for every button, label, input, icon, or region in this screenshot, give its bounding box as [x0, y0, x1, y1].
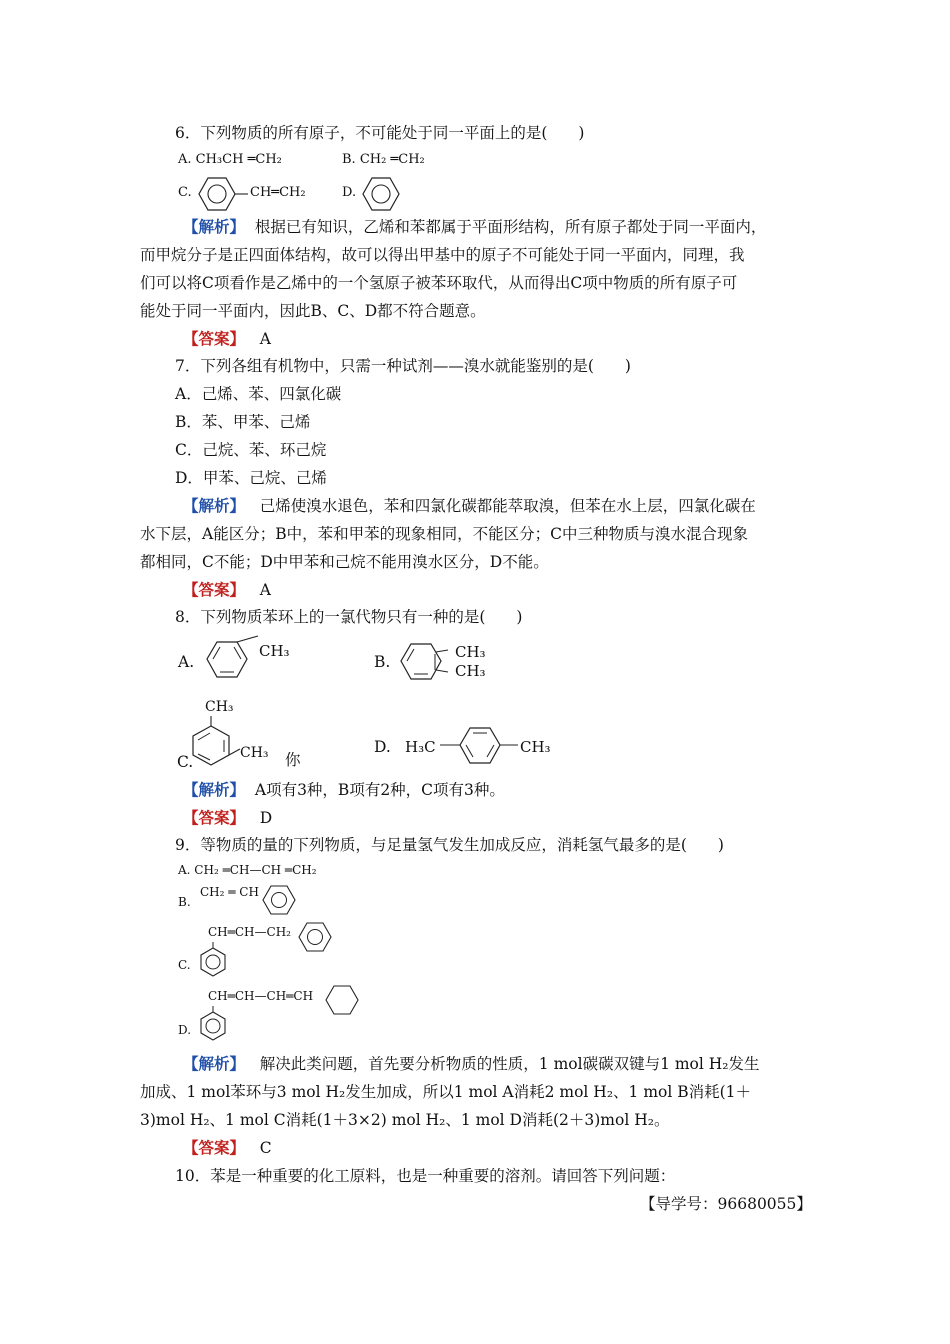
answer-value: C — [259, 1139, 272, 1157]
q9-option-c-group: CH═CH—CH₂ — [208, 925, 291, 939]
q9-analysis-line-2: 加成、1 mol苯环与3 mol H₂发生加成，所以1 mol A消耗2 mol H₂、1 mol B消耗(1＋ — [140, 1083, 752, 1101]
q8-benzene-ring-a — [206, 640, 256, 680]
q10-stem: 10．苯是一种重要的化工原料，也是一种重要的溶剂。请回答下列问题： — [175, 1167, 676, 1185]
answer-value: A — [259, 581, 271, 599]
q8-option-a-label: A. — [178, 653, 195, 671]
q6-option-c-label: C. — [178, 185, 192, 200]
q6-benzene-ring-c — [198, 176, 238, 212]
q7-answer — [183, 580, 271, 600]
q9-benzene-ring-c-right — [298, 921, 338, 953]
q7-option-c: C．己烷、苯、环己烷 — [175, 441, 327, 459]
answer-tag: 【答案】 — [183, 1138, 246, 1157]
q9-analysis-line-3: 3)mol H₂、1 mol C消耗(1＋3×2) mol H₂、1 mol D消耗(2＋3)mol H₂。 — [140, 1111, 670, 1129]
q8-option-b-label: B. — [374, 653, 391, 671]
q9-analysis-line-1: 【解析】 解决此类问题，首先要分析物质的性质，1 mol碳碳双键与1 mol H₂发生 — [183, 1054, 760, 1073]
analysis-tag: 【解析】 — [183, 496, 246, 515]
q7-analysis-line-1: 【解析】 己烯使溴水退色，苯和四氯化碳都能萃取溴，但苯在水上层，四氯化碳在 — [183, 496, 756, 515]
q6-analysis-line-3: 们可以将C项看作是乙烯中的一个氢原子被苯环取代，从而得出C项中物质的所有原子可 — [140, 274, 738, 292]
q9-option-d-label: D. — [178, 1023, 192, 1037]
q8-option-b-group-1: CH₃ — [455, 643, 486, 661]
analysis-tag: 【解析】 — [183, 1054, 246, 1073]
analysis-tag: 【解析】 — [183, 780, 246, 799]
q6-option-a: A. CH₃CH ═CH₂ — [178, 152, 282, 167]
q8-answer — [183, 808, 272, 828]
q6-analysis-line-1: 【解析】 根据已有知识，乙烯和苯都属于平面形结构，所有原子都处于同一平面内， — [183, 217, 767, 236]
q8-option-c-group-1: CH₃ — [205, 699, 234, 715]
q8-analysis: 【解析】 A项有3种，B项有2种，C项有3种。 — [183, 780, 505, 799]
q9-benzene-ring-c-bottom — [200, 942, 240, 978]
q7-option-d: D．甲苯、己烷、己烯 — [175, 469, 327, 487]
q6-analysis-line-2: 而甲烷分子是正四面体结构，故可以得出甲基中的原子不可能处于同一平面内，同理，我 — [140, 246, 745, 264]
q9-option-b-group: CH₂ ═ CH — [200, 885, 259, 899]
q8-benzene-ring-c — [190, 718, 240, 762]
q7-option-b: B．苯、甲苯、己烯 — [175, 413, 311, 431]
q8-stem: 8．下列物质苯环上的一氯代物只有一种的是( ) — [175, 608, 523, 626]
answer-value: D — [259, 809, 273, 827]
q7-analysis-line-3: 都相同，C不能；D中甲苯和己烷不能用溴水区分，D不能。 — [140, 553, 549, 571]
q6-analysis-line-4: 能处于同一平面内，因此B、C、D都不符合题意。 — [140, 302, 486, 320]
q8-benzene-ring-b — [400, 642, 450, 682]
answer-tag: 【答案】 — [183, 329, 246, 348]
q6-answer — [183, 329, 271, 349]
q8-option-a-group: CH₃ — [259, 642, 290, 660]
q9-option-a: A. CH₂ ═CH—CH ═CH₂ — [178, 863, 317, 877]
q8-option-c-group-2: CH₃ — [240, 745, 269, 761]
q9-option-c-label: C. — [178, 958, 191, 972]
q9-benzene-ring-b — [262, 884, 302, 916]
q8-option-b-group-2: CH₃ — [455, 662, 486, 680]
analysis-tag: 【解析】 — [183, 217, 246, 236]
q6-benzene-ring-d — [362, 176, 402, 212]
answer-tag: 【答案】 — [183, 808, 246, 827]
q6-option-c-group: CH═CH₂ — [250, 185, 306, 200]
q8-option-d-right: CH₃ — [520, 738, 551, 756]
q9-stem: 9．等物质的量的下列物质，与足量氢气发生加成反应，消耗氢气最多的是( ) — [175, 836, 724, 854]
q7-stem: 7．下列各组有机物中，只需一种试剂——溴水就能鉴别的是( ) — [175, 357, 631, 375]
q9-cyclohexane-ring-d — [325, 984, 365, 1016]
q6-stem: 6．下列物质的所有原子，不可能处于同一平面上的是( ) — [175, 124, 585, 142]
q9-option-d-group: CH═CH—CH═CH — [208, 989, 314, 1003]
q8-option-d-left: H₃C — [405, 738, 436, 756]
q8-stray-character: 你 — [285, 751, 301, 769]
q9-option-b-label: B. — [178, 895, 191, 909]
answer-value: A — [259, 330, 271, 348]
q6-option-b: B. CH₂ ═CH₂ — [342, 152, 425, 167]
q8-option-c-label: C. — [177, 753, 194, 771]
q6-option-d-label: D. — [342, 185, 357, 200]
q9-benzene-ring-d-bottom — [200, 1006, 240, 1042]
guide-number: 【导学号：96680055】 — [640, 1195, 812, 1213]
q7-option-a: A．己烯、苯、四氯化碳 — [175, 385, 342, 403]
q8-option-d-label: D. — [374, 738, 391, 756]
q7-analysis-line-2: 水下层，A能区分；B中，苯和甲苯的现象相同，不能区分；C中三种物质与溴水混合现象 — [140, 525, 748, 543]
q9-answer — [183, 1138, 272, 1158]
answer-tag: 【答案】 — [183, 580, 246, 599]
